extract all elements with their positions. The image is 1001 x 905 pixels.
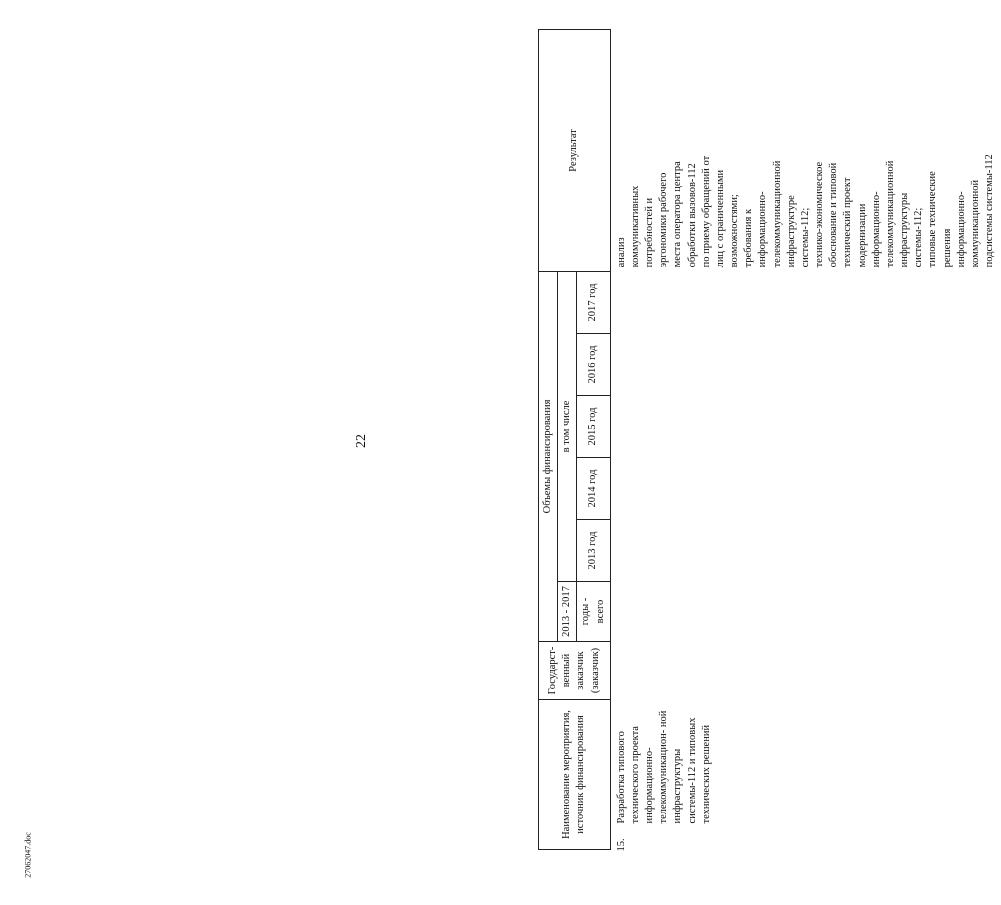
result-line: потребностей и bbox=[644, 197, 656, 268]
header-period: 2013 - 2017 bbox=[558, 582, 577, 642]
row-customer bbox=[610, 642, 1001, 700]
result-line: возможностями; bbox=[729, 194, 741, 268]
result-line: типовые технические bbox=[927, 171, 939, 268]
row-2014 bbox=[610, 458, 1001, 520]
result-line: требования к bbox=[743, 208, 755, 268]
result-line: информационно- bbox=[757, 191, 769, 268]
header-funding: Объемы финансирования bbox=[539, 271, 558, 641]
result-line: анализ bbox=[615, 237, 627, 268]
row-name: Разработка типового технического проекта информационно- телекоммуникацион- ной инфраструктуры системы-112 и типовых технических решений bbox=[615, 710, 712, 824]
header-including: в том числе bbox=[558, 271, 577, 581]
table-row bbox=[610, 29, 1001, 849]
result-line: системы-112; bbox=[913, 207, 925, 268]
row-2017 bbox=[610, 271, 1001, 333]
header-year-2013: 2013 год bbox=[577, 520, 610, 582]
result-line: телекоммуникационной bbox=[884, 160, 896, 268]
result-line: места оператора центра bbox=[672, 161, 684, 268]
result-line: телекоммуникационной bbox=[771, 160, 783, 268]
result-line: обоснование и типовой bbox=[828, 162, 840, 268]
header-year-2016: 2016 год bbox=[577, 334, 610, 396]
result-line: решения bbox=[941, 228, 953, 268]
result-line: эргономики рабочего bbox=[658, 172, 670, 268]
result-line: подсистемы системы-112 bbox=[984, 154, 996, 268]
result-line: системы-112; bbox=[799, 207, 811, 268]
result-line: по приему обращений от bbox=[700, 155, 712, 268]
rotated-table-container bbox=[538, 30, 996, 852]
row-2013 bbox=[610, 520, 1001, 582]
row-result bbox=[610, 29, 1001, 271]
header-result: Результат bbox=[539, 29, 611, 271]
result-line: инфраструктуры bbox=[899, 192, 911, 268]
header-year-2014: 2014 год bbox=[577, 458, 610, 520]
header-year-2017: 2017 год bbox=[577, 271, 610, 333]
result-line: технико-экономическое bbox=[814, 161, 826, 268]
result-line: информационно- bbox=[870, 191, 882, 268]
result-line: коммуникационной bbox=[969, 179, 981, 268]
header-total: годы - всего bbox=[577, 582, 610, 642]
result-line: модернизации bbox=[856, 203, 868, 268]
result-line: информационно- bbox=[955, 191, 967, 268]
header-customer: Государст- венный заказчик (заказчик) bbox=[539, 642, 611, 700]
header-year-2015: 2015 год bbox=[577, 396, 610, 458]
result-line: обработки вызовов-112 bbox=[686, 163, 698, 268]
row-number: 15. bbox=[615, 838, 627, 852]
result-lines bbox=[615, 33, 998, 267]
result-line: технический проект bbox=[842, 177, 854, 268]
page-number: 22 bbox=[354, 434, 369, 448]
row-2016 bbox=[610, 334, 1001, 396]
header-name: Наименование мероприятия, источник финансирования bbox=[539, 700, 611, 850]
row-2015 bbox=[610, 396, 1001, 458]
funding-table bbox=[538, 29, 1001, 850]
doc-filename-footer: 27062047.doc bbox=[23, 832, 33, 878]
result-line: коммуникативных bbox=[629, 185, 641, 268]
row-name-cell bbox=[610, 700, 1001, 850]
result-line: лиц с ограниченными bbox=[714, 169, 726, 268]
row-total bbox=[610, 582, 1001, 642]
result-line: инфраструктуре bbox=[785, 195, 797, 268]
